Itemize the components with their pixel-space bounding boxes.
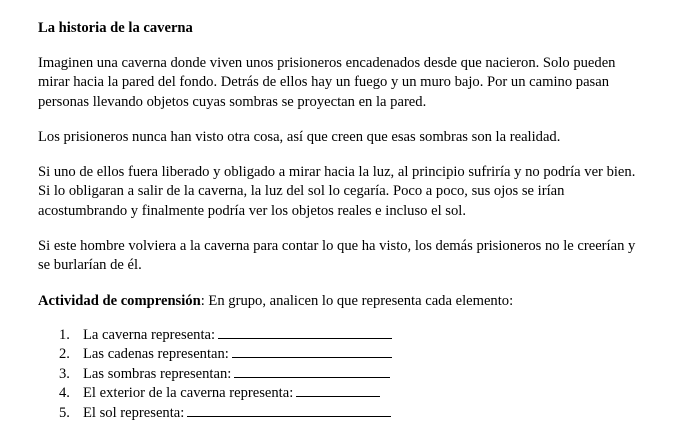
- question-list: [38, 325, 641, 423]
- answer-blank[interactable]: [234, 364, 390, 378]
- paragraph-1: Imaginen una caverna donde viven unos prisioneros encadenados desde que nacieron. Solo pueden mirar hacia la pared del fondo. Detrás de ellos hay un fuego y un muro bajo. Por un camino pasan personas llevando objetos cuyas sombras se proyectan en la pared.: [38, 55, 616, 110]
- question-item: [59, 325, 641, 345]
- paragraph-4: Si este hombre volviera a la caverna para contar lo que ha visto, los demás prisioneros no le creerían y se burlarían de él.: [38, 238, 636, 274]
- question-number: 5.: [59, 404, 70, 421]
- answer-blank[interactable]: [232, 344, 392, 358]
- question-number: 4.: [59, 385, 70, 402]
- question-number: 1.: [59, 326, 70, 343]
- paragraph-3: Si uno de ellos fuera liberado y obligado a mirar hacia la luz, al principio sufriría y no podría ver bien. Si lo obligaran a salir de la caverna, la luz del sol lo cegaría. Poco a poco, sus ojos se irían acostumbrando y finalmente podría ver los objetos reales e incluso el sol.: [38, 164, 636, 219]
- answer-blank[interactable]: [218, 325, 392, 339]
- question-item: [59, 383, 641, 403]
- question-text: El exterior de la caverna representa:: [83, 385, 294, 402]
- question-item: [59, 403, 641, 423]
- activity-text: : En grupo, analicen lo que representa cada elemento:: [200, 292, 514, 309]
- answer-blank[interactable]: [296, 383, 380, 397]
- question-text: El sol representa:: [83, 404, 185, 421]
- question-item: [59, 344, 641, 364]
- question-text: Las sombras representan:: [83, 365, 232, 382]
- paragraph-2: Los prisioneros nunca han visto otra cosa, así que creen que esas sombras son la realidad.: [38, 128, 561, 145]
- activity-label: Actividad de comprensión: [38, 292, 201, 309]
- question-number: 2.: [59, 346, 70, 363]
- question-number: 3.: [59, 365, 70, 382]
- question-text: La caverna representa:: [83, 326, 216, 343]
- document-title: La historia de la caverna: [38, 20, 193, 36]
- activity-instruction: [38, 292, 641, 311]
- question-item: [59, 364, 641, 384]
- answer-blank[interactable]: [187, 403, 391, 417]
- question-text: Las cadenas representan:: [83, 346, 229, 363]
